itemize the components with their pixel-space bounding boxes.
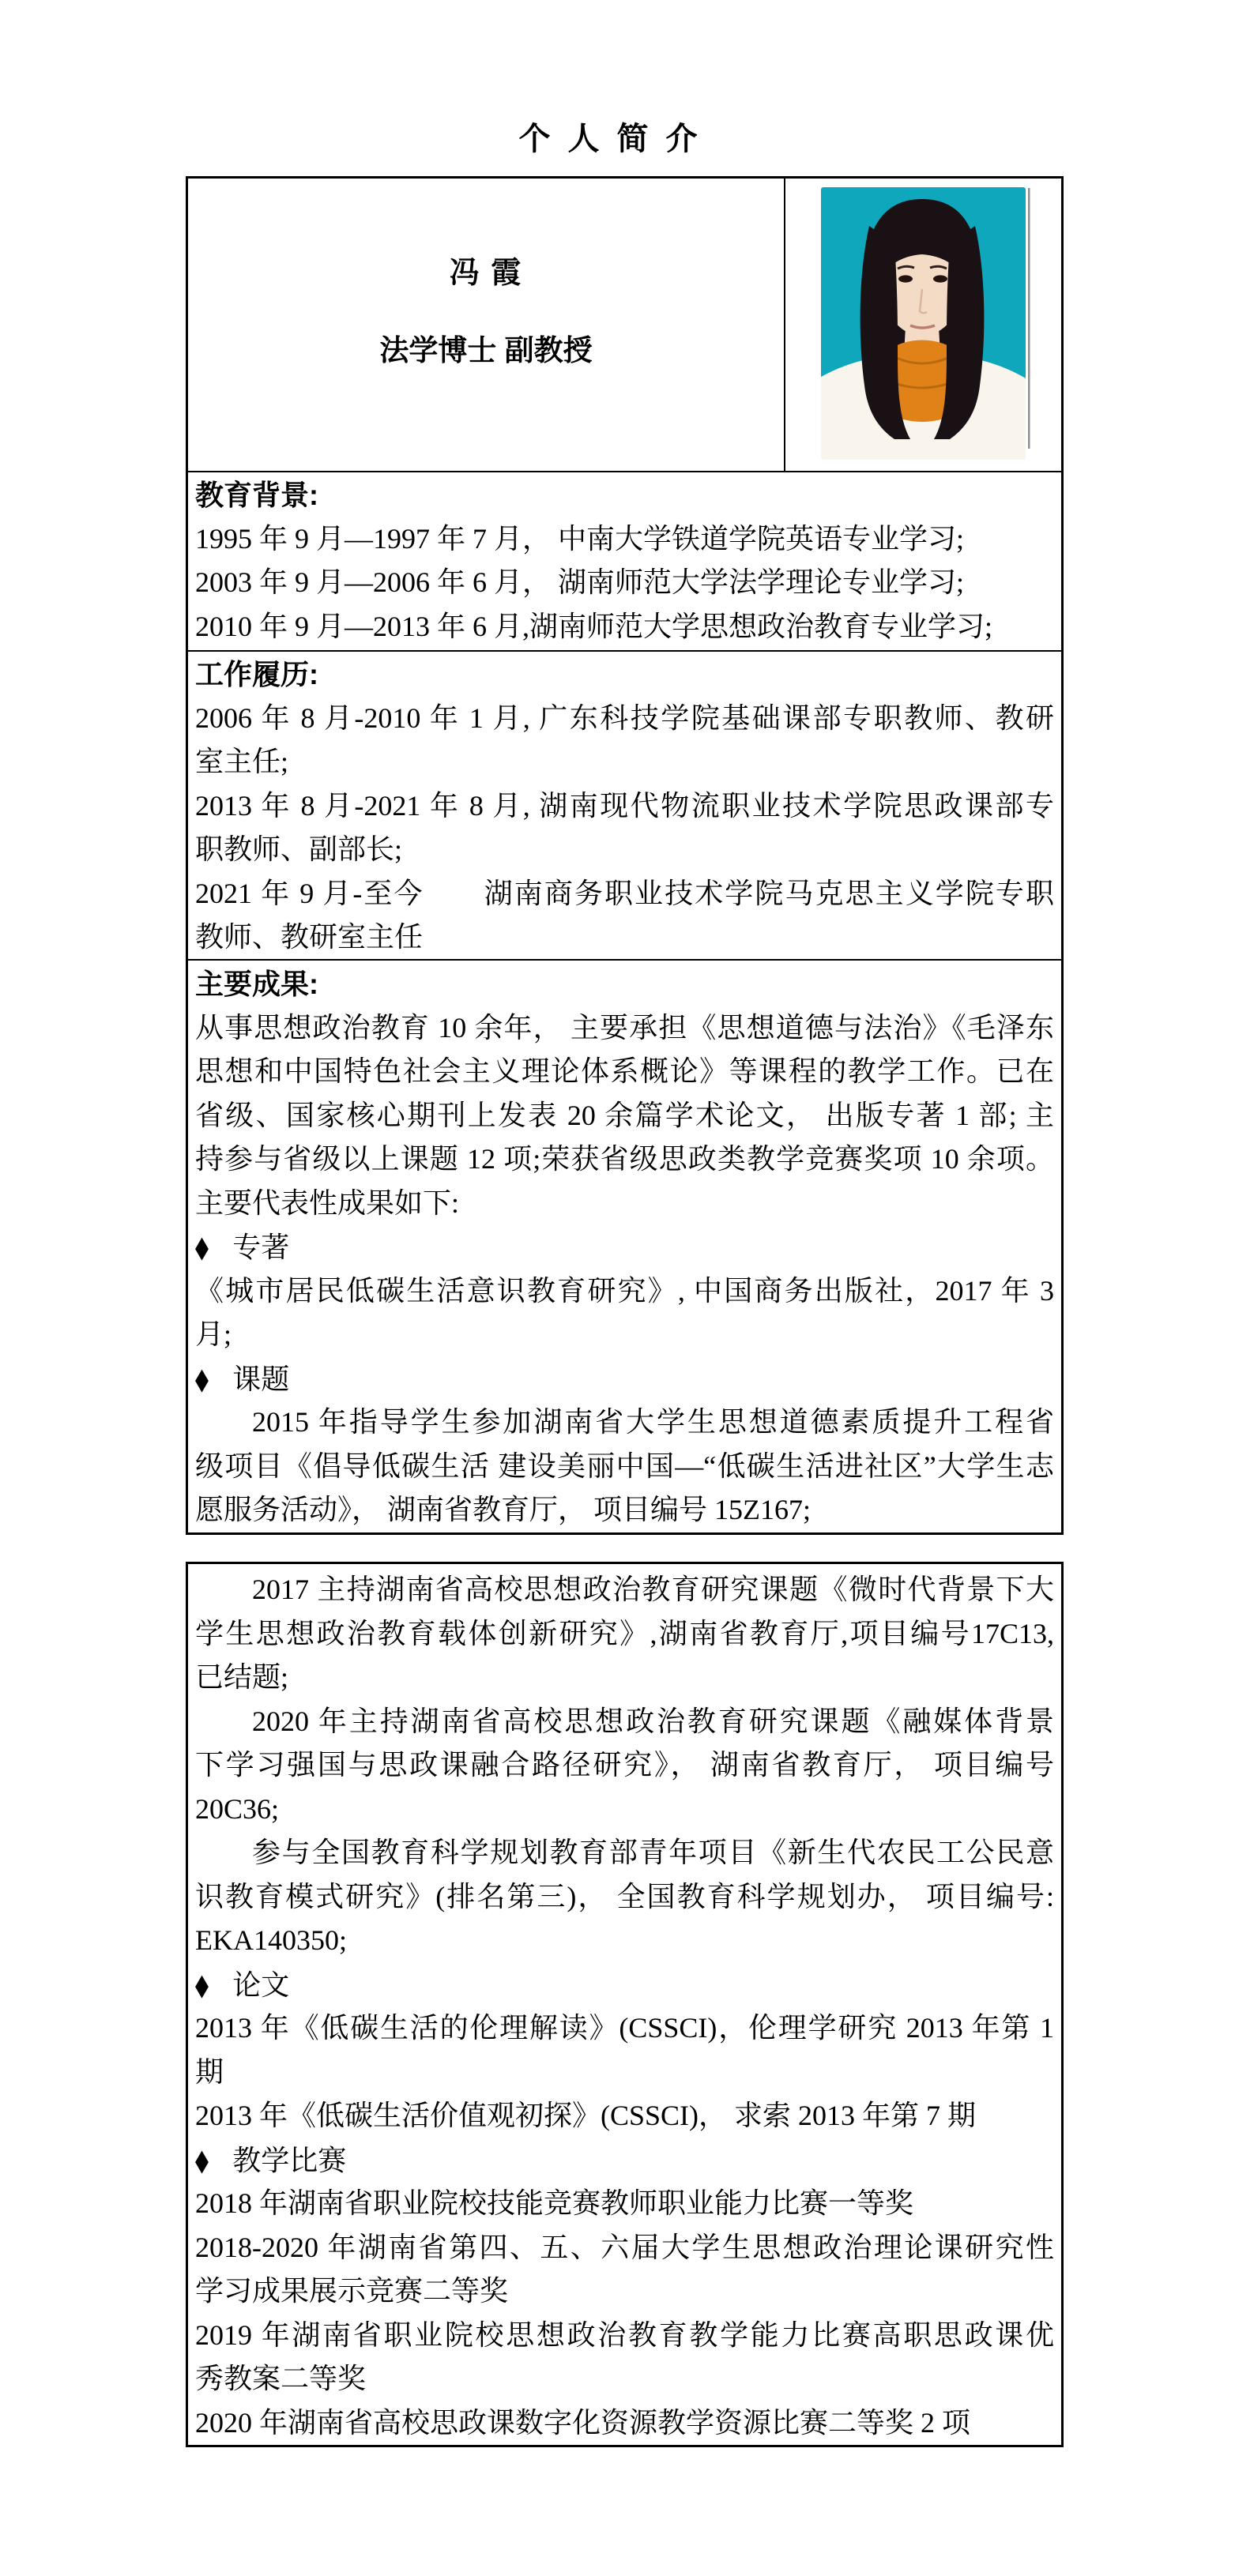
paper-line: 期: [195, 2055, 224, 2088]
project-2020-line: 20C36;: [195, 1792, 280, 1825]
projects-bullet: [195, 1357, 1054, 1401]
award-line: 学习成果展示竞赛二等奖: [195, 2275, 509, 2307]
work-entry-line: 室主任;: [195, 746, 289, 777]
award-line: 2020 年湖南省高校思政课数字化资源教学资源比赛二等奖 2 项: [195, 2406, 971, 2439]
award-line: 2018-2020 年湖南省第四、五、六届大学生思想政治理论课研究性: [195, 2231, 1054, 2263]
achievements-intro-line: 思想和中国特色社会主义理论体系概论》等课程的教学工作。已在: [195, 1055, 1054, 1087]
project-moe-line: 识教育模式研究》(排名第三)， 全国教育科学规划办， 项目编号:: [195, 1880, 1054, 1912]
section-work: [188, 650, 1061, 959]
person-credentials: 法学博士 副教授: [379, 333, 593, 367]
section-achievements: [188, 959, 1061, 1532]
work-entry-line: 2021 年 9 月-至今 湖南商务职业技术学院马克思主义学院专职: [195, 877, 1054, 909]
papers-bullet: [195, 1963, 1054, 2007]
education-line: 1995 年 9 月—1997 年 7 月， 中南大学铁道学院英语专业学习;: [195, 522, 965, 555]
achievements-intro-line: 主要代表性成果如下:: [195, 1186, 460, 1219]
project-2017-line: 已结题;: [195, 1661, 289, 1693]
project-2015-line: 2015 年指导学生参加湖南省大学生思想道德素质提升工程省: [252, 1406, 1054, 1438]
monograph-line: 月;: [195, 1318, 232, 1350]
work-entry-line: 职教师、副部长;: [195, 833, 403, 865]
diamond-bullet-icon: ◆: [195, 2142, 209, 2177]
project-2015-line: 级项目《倡导低碳生活 建设美丽中国—“低碳生活进社区”大学生志: [195, 1450, 1054, 1482]
achievements-intro-line: 从事思想政治教育 10 余年， 主要承担《思想道德与法治》《毛泽东: [195, 1011, 1054, 1044]
papers-label: 论文: [232, 1969, 290, 2001]
award-line: 秀教案二等奖: [195, 2363, 367, 2394]
name-cell: [188, 179, 785, 471]
achievements-intro-line: 持参与省级以上课题 12 项;荣获省级思政类教学竞赛奖项 10 余项。: [195, 1143, 1054, 1175]
diamond-bullet-icon: ◆: [195, 1229, 209, 1264]
projects-label: 课题: [232, 1363, 290, 1395]
education-line: 2003 年 9 月—2006 年 6 月， 湖南师范大学法学理论专业学习;: [195, 566, 965, 598]
award-line: 2018 年湖南省职业院校技能竞赛教师职业能力比赛一等奖: [195, 2187, 914, 2219]
page-title: 个 人 简 介: [518, 121, 702, 156]
project-2017-line: 学生思想政治教育载体创新研究》,湖南省教育厅,项目编号17C13,: [195, 1617, 1054, 1649]
work-entry-line: 教师、教研室主任: [195, 921, 424, 953]
education-line: 2010 年 9 月—2013 年 6 月,湖南师范大学思想政治教育专业学习;: [195, 610, 993, 642]
person-name: 冯 霞: [449, 256, 523, 290]
portrait-right-eye: [933, 275, 947, 282]
header-row: [188, 179, 1061, 472]
project-moe-line: EKA140350;: [195, 1924, 347, 1956]
diamond-bullet-icon: ◆: [195, 1360, 209, 1396]
project-2020-line: 2020 年主持湖南省高校思想政治教育研究课题《融媒体背景: [252, 1705, 1054, 1737]
profile-table: [186, 176, 1064, 1535]
paper-line: 2013 年《低碳生活价值观初探》(CSSCI)， 求索 2013 年第 7 期: [195, 2100, 977, 2131]
achievements-intro-line: 省级、国家核心期刊上发表 20 余篇学术论文， 出版专著 1 部; 主: [195, 1099, 1054, 1131]
achievements-heading: 主要成果:: [195, 968, 318, 1000]
work-heading: 工作履历:: [195, 658, 318, 690]
section-education: [188, 472, 1061, 650]
portrait-left-eye: [898, 275, 913, 282]
project-2017-line: 2017 主持湖南省高校思想政治教育研究课题《微时代背景下大: [252, 1574, 1054, 1605]
photo-cell: [785, 179, 1061, 471]
project-2015-line: 愿服务活动》， 湖南省教育厅， 项目编号 15Z167;: [195, 1494, 811, 1525]
work-entry-line: 2006 年 8 月-2010 年 1 月, 广东科技学院基础课部专职教师、教研: [195, 701, 1054, 734]
monograph-line: 《城市居民低碳生活意识教育研究》, 中国商务出版社，2017 年 3: [195, 1274, 1054, 1307]
monograph-bullet: [195, 1225, 1054, 1269]
work-entry-line: 2013 年 8 月-2021 年 8 月, 湖南现代物流职业技术学院思政课部专: [195, 789, 1054, 822]
achievements-table-continued: [186, 1562, 1064, 2447]
monograph-label: 专著: [232, 1232, 290, 1263]
project-2020-line: 下学习强国与思政课融合路径研究》， 湖南省教育厅， 项目编号: [195, 1749, 1054, 1781]
diamond-bullet-icon: ◆: [195, 1966, 209, 2002]
photo-scan-line: [1028, 188, 1030, 449]
project-moe-line: 参与全国教育科学规划教育部青年项目《新生代农民工公民意: [252, 1837, 1054, 1868]
award-line: 2019 年湖南省职业院校思想政治教育教学能力比赛高职思政课优: [195, 2318, 1054, 2351]
education-heading: 教育背景:: [195, 479, 318, 511]
contests-bullet: [195, 2138, 1054, 2183]
contests-label: 教学比赛: [232, 2144, 347, 2176]
portrait-photo: [785, 179, 1061, 469]
paper-line: 2013 年《低碳生活的伦理解读》(CSSCI)，伦理学研究 2013 年第 1: [195, 2012, 1054, 2044]
